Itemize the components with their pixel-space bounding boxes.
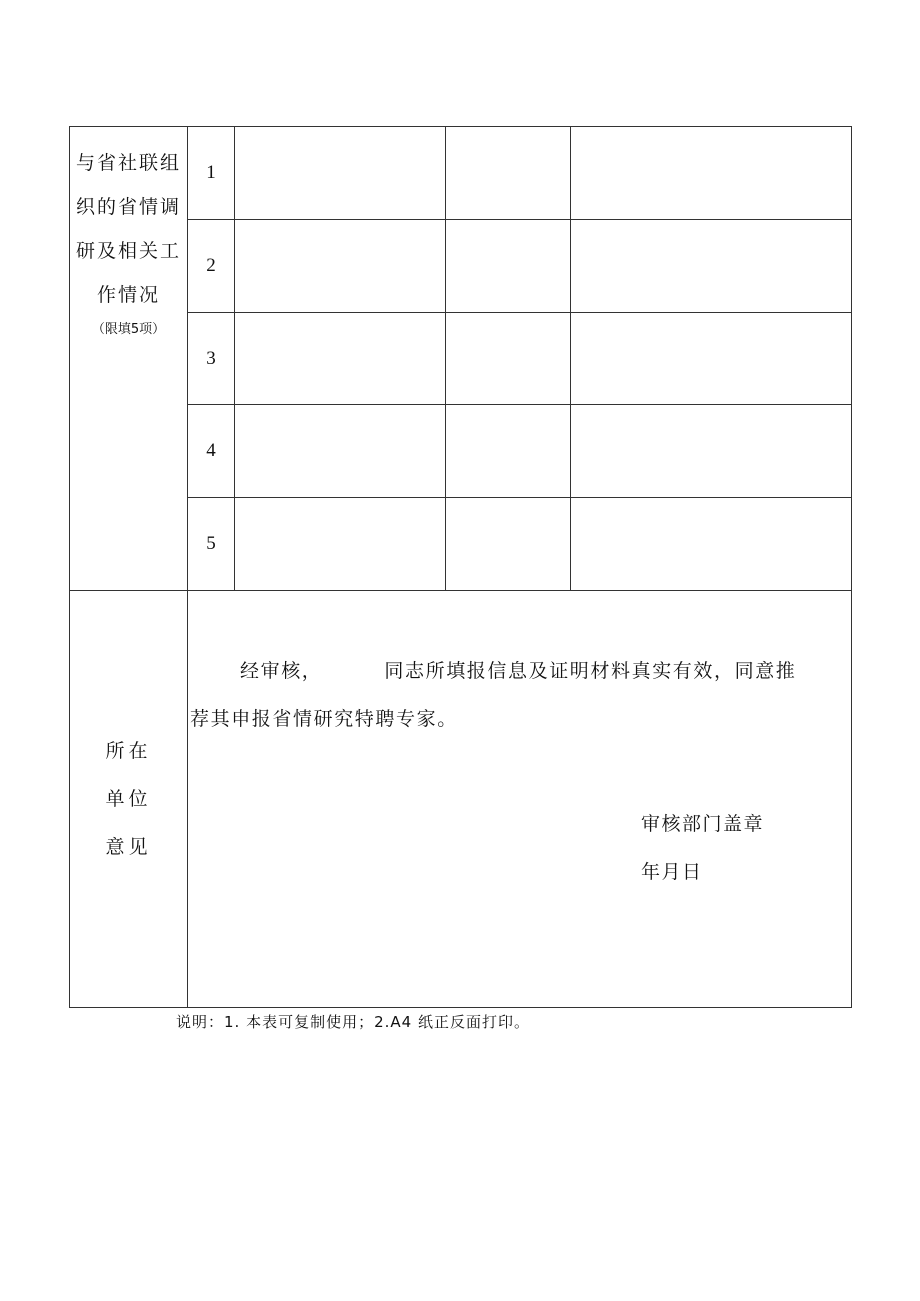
- row-4-field-a[interactable]: [235, 405, 446, 498]
- research-label-line-1: 与省社联组: [75, 152, 181, 174]
- opinion-text-part-2: 同志所填报信息及证明材料真实有效，同意推: [384, 660, 797, 682]
- row-2-field-b[interactable]: [446, 220, 571, 313]
- row-5-field-c[interactable]: [571, 498, 852, 591]
- row-number-5: 5: [188, 498, 235, 591]
- opinion-row: [70, 591, 852, 1008]
- row-2-field-c[interactable]: [571, 220, 852, 313]
- opinion-label-line-2: 单位: [105, 788, 152, 810]
- row-number-1: 1: [188, 127, 235, 220]
- application-form-table: [69, 126, 852, 1008]
- opinion-statement: [190, 647, 830, 743]
- row-5-field-a[interactable]: [235, 498, 446, 591]
- date-label: 年月日: [641, 861, 703, 883]
- row-3-field-c[interactable]: [571, 313, 852, 405]
- research-label-note: （限填5项）: [91, 322, 166, 337]
- row-4-field-b[interactable]: [446, 405, 571, 498]
- opinion-label-line-1: 所在: [105, 740, 152, 762]
- research-label-line-4: 作情况: [96, 284, 160, 306]
- row-3-field-b[interactable]: [446, 313, 571, 405]
- research-row-4: [70, 405, 852, 498]
- row-1-field-b[interactable]: [446, 127, 571, 220]
- research-label-line-3: 研及相关工: [75, 240, 181, 262]
- row-2-field-a[interactable]: [235, 220, 446, 313]
- stamp-label: 审核部门盖章: [641, 813, 765, 835]
- opinion-text-part-1: 经审核，: [240, 660, 323, 682]
- row-number-3: 3: [188, 313, 235, 405]
- row-5-field-b[interactable]: [446, 498, 571, 591]
- research-row-3: [70, 313, 852, 405]
- row-1-field-c[interactable]: [571, 127, 852, 220]
- research-section-label: [70, 127, 188, 591]
- footnote: 说明：1. 本表可复制使用；2.A4 纸正反面打印。: [176, 1013, 530, 1031]
- opinion-content-cell[interactable]: [188, 591, 852, 1008]
- opinion-section-label: [70, 591, 188, 1008]
- row-1-field-a[interactable]: [235, 127, 446, 220]
- row-3-field-a[interactable]: [235, 313, 446, 405]
- opinion-text-part-3: 荐其申报省情研究特聘专家。: [190, 708, 458, 730]
- research-label-line-2: 织的省情调: [75, 196, 181, 218]
- opinion-label-line-3: 意见: [105, 836, 152, 858]
- research-row-2: [70, 220, 852, 313]
- row-number-2: 2: [188, 220, 235, 313]
- research-row-5: [70, 498, 852, 591]
- row-4-field-c[interactable]: [571, 405, 852, 498]
- row-number-4: 4: [188, 405, 235, 498]
- research-row-1: [70, 127, 852, 220]
